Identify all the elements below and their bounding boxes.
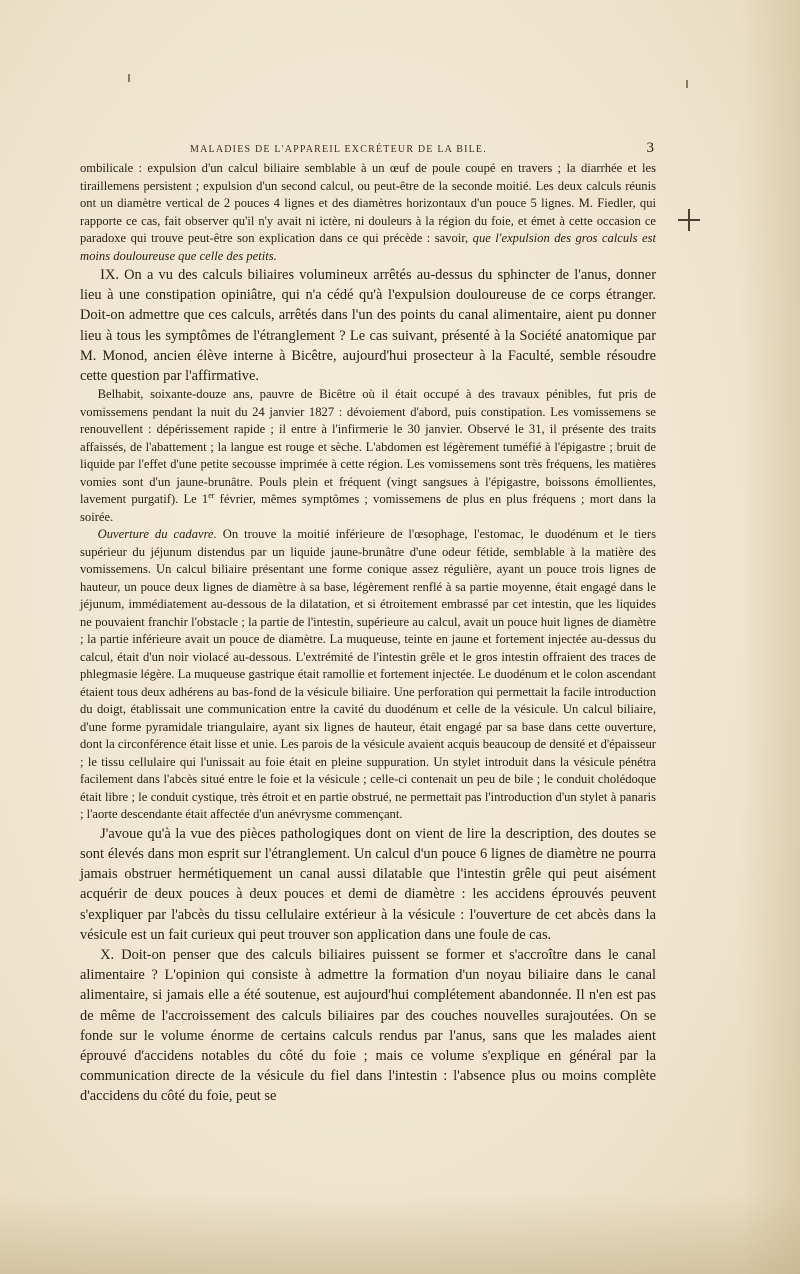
ink-mark (128, 74, 130, 82)
registration-cross-icon (678, 209, 700, 231)
ink-mark (686, 80, 688, 88)
page-header (80, 140, 656, 160)
paragraph-text: On trouve la moitié inférieure de l'œsophage, l'estomac, le duodénum et le tiers supérieur du jéjunum distendus par un liquide jaune-brunâtre d'une odeur fétide, semblable à la matière des vomissemens. Un calcul biliaire présentant une forme conique assez régulière, ayant un pouce trois lignes de hauteur, un pouce deux lignes de diamètre à sa base, légèrement renflé à sa partie moyenne, était engagé dans le jéjunum, immédiatement au-dessous de la dilatation, et si étroitement embrassé par cet intestin, que les liquides ne pouvaient franchir l'obstacle ; la partie de l'intestin, supérieure au calcul, avait un pouce huit lignes de diamètre ; la partie inférieure avait un pouce de diamètre. La muqueuse, teinte en jaune et fortement injectée au-dessus du calcul, était d'un noir violacé au-dessous. L'extrémité de l'intestin grêle et le gros intestin offraient des traces de phlegmasie légère. La muqueuse gastrique était ramollie et fortement injectée. Le duodénum et le colon ascendant étaient tous deux adhérens au bas-fond de la vésicule biliaire. Une perforation qui permettait la facile introduction du doigt, établissait une communication entre la cavité du duodénum et celle de la vésicule. Un calcul biliaire, d'une forme pyramidale triangulaire, ayant six lignes de hauteur, était engagé par sa base dans cette ouverture, dont la circonférence était lisse et unie. Les parois de la vésicule avaient acquis beaucoup de densité et d'épaisseur ; le tissu cellulaire qui l'unissait au foie était en pleine suppuration. Un stylet introduit dans la vésicule pénétra facilement dans l'abcès situé entre le foie et la vésicule ; celle-ci contenait un peu de bile ; le conduit cholédoque était libre ; le conduit cystique, très étroit et en partie obstrué, ne permettait pas l'introduction d'un stylet à panaris ; l'aorte descendante était affectée d'un anévrysme commençant. (80, 527, 656, 822)
paragraph-text: IX. On a vu des calculs biliaires volumineux arrêtés au-dessus du sphincter de l'anus, donner lieu à une constipation opiniâtre, qui n'a cédé qu'à l'expulsion douloureuse de ce corps étranger. Doit-on admettre que ces calculs, arrêtés dans l'un des points du canal alimentaire, aient pu donner lieu à tous les symptômes de l'étranglement ? Le cas suivant, présenté à la Société anatomique par M. Monod, ancien élève interne à Bicêtre, aujourd'hui prosecteur à la Faculté, semble résoudre cette question par l'affirmative. (80, 267, 656, 385)
paragraph-text: février, mêmes symptômes ; vomissemens de plus en plus fréquens ; mort dans la soirée. (80, 492, 656, 524)
paragraph-6 (80, 945, 656, 1107)
running-head: MALADIES DE L'APPAREIL EXCRÉTEUR DE LA BILE. (190, 144, 487, 155)
paragraph-5 (80, 824, 656, 945)
paragraph-3 (80, 386, 656, 526)
body-text (80, 160, 656, 1107)
paragraph-4 (80, 526, 656, 824)
page-edge-shadow (740, 0, 800, 1274)
paragraph-1 (80, 160, 656, 265)
paragraph-2 (80, 265, 656, 386)
page-number: 3 (646, 140, 654, 156)
page-bottom-shadow (0, 1194, 800, 1274)
superscript: er (208, 491, 215, 501)
paragraph-italic-lead: Ouverture du cadavre. (97, 527, 217, 542)
paragraph-text: X. Doit-on penser que des calculs biliaires puissent se former et s'accroître dans le canal alimentaire ? L'opinion qui consiste à admettre la formation d'un noyau biliaire dans le canal alimentaire, si jamais elle a été soutenue, est aujourd'hui complétement abandonnée. Il n'en est pas de même de l'accroissement des calculs biliaires par des couches nouvelles surajoutées. On se fonde sur le volume énorme de certains calculs rendus par l'anus, sans que les malades aient éprouvé d'accidens notables du côté du foie ; mais ce volume s'explique en général par la communication directe de la vésicule du fiel dans l'intestin : l'absence plus ou moins complète d'accidens du côté du foie, peut se (80, 946, 656, 1105)
paragraph-text: ombilicale : expulsion d'un calcul biliaire semblable à un œuf de poule coupé en travers ; la diarrhée et les tiraillemens persistent ; expulsion d'un second calcul, ou peut-être de la seconde moitié. Les deux calculs réunis ont un diamètre vertical de 2 pouces 4 lignes et des diamètres horizontaux d'un pouce 5 lignes. M. Fiedler, qui rapporte ce cas, fait observer qu'il n'y avait ni ictère, ni douleurs à la région du foie, et émet à cette occasion ce paradoxe qui trouve peut-être son explication dans ce qui précède : savoir, (80, 161, 656, 245)
paragraph-italic: que l'expulsion des gros calculs est moins douloureuse que celle des petits. (80, 231, 656, 263)
paragraph-text: J'avoue qu'à la vue des pièces pathologiques dont on vient de lire la description, des doutes se sont élevés dans mon esprit sur l'étranglement. Un calcul d'un pouce 6 lignes de diamètre ne pourra jamais obstruer hermétiquement un canal aussi dilatable que l'intestin grêle qui peut aisément acquérir de deux pouces à deux pouces et demi de diamètre : les accidens éprouvés peuvent s'expliquer par l'abcès du tissu cellulaire extérieur à la vésicule : l'ouverture de cet abcès dans la vésicule est un fait curieux qui peut trouver son application dans une foule de cas. (80, 825, 656, 943)
paragraph-text: Belhabit, soixante-douze ans, pauvre de Bicêtre où il était occupé à des travaux pénibles, fut pris de vomissemens pendant la nuit du 24 janvier 1827 : dévoiement d'abord, puis constipation. Les vomissemens se renouvellent : dépérissement rapide ; il entre à l'infirmerie le 30 janvier. Observé le 31, il présente des traits affaissés, de l'abattement ; la langue est rouge et sèche. L'abdomen est légèrement tuméfié à l'épigastre ; bruit de liquide par l'effet d'une petite secousse imprimée à cette région. Les vomissemens sont très fréquens, les matières vomies sont d'un jaune-brunâtre. Pouls plein et fréquent (vingt sangsues à l'épigastre, boissons émollientes, lavement purgatif). Le 1 (80, 387, 656, 507)
